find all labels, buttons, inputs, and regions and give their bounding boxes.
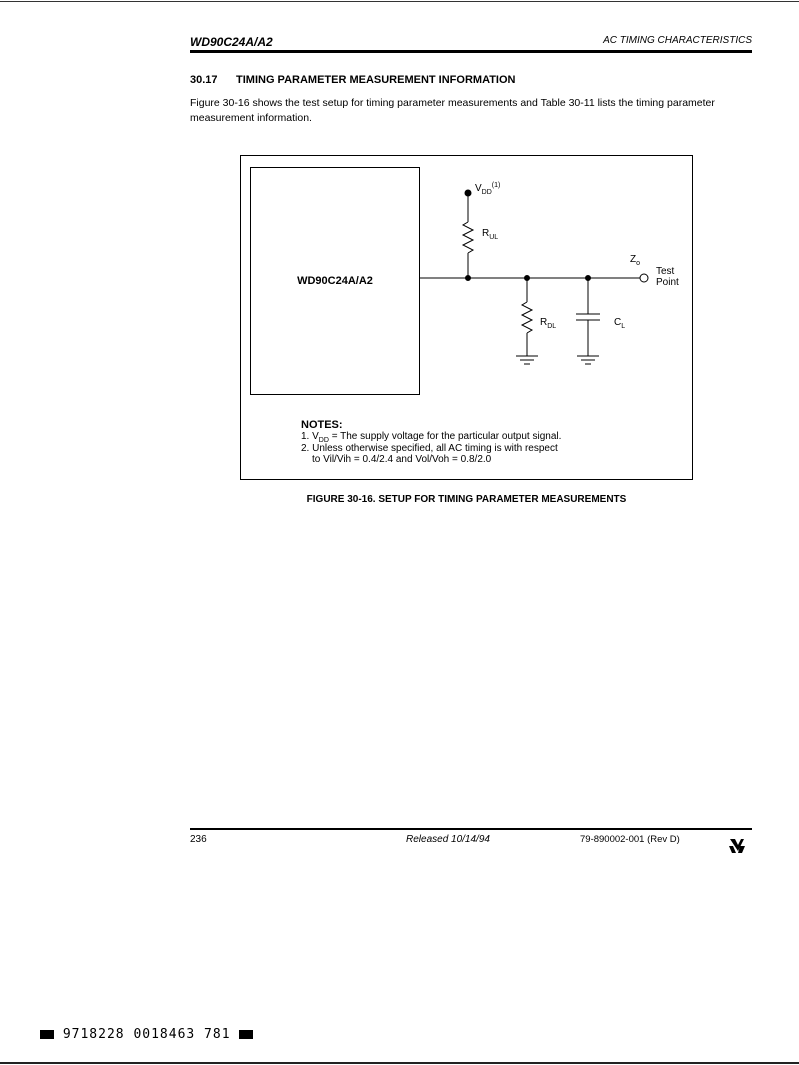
scan-barcode-row bbox=[40, 1027, 253, 1042]
cl-label: $C_L$ bbox=[614, 317, 626, 330]
notes-heading: NOTES: bbox=[301, 419, 343, 431]
rdl-label: $R_{DL}$ bbox=[540, 317, 557, 330]
header-chapter-title: AC TIMING CHARACTERISTICS bbox=[603, 35, 752, 46]
barcode-block-right bbox=[239, 1030, 253, 1039]
zo-label: $Z_o$ bbox=[630, 254, 641, 267]
page-number: 236 bbox=[190, 834, 207, 845]
release-date: Released 10/14/94 bbox=[406, 834, 490, 845]
resistor-rul bbox=[463, 222, 473, 253]
chip-label: WD90C24A/A2 bbox=[297, 275, 373, 287]
figure-caption: FIGURE 30-16. SETUP FOR TIMING PARAMETER MEASUREMENTS bbox=[306, 494, 627, 505]
wd-logo-icon bbox=[728, 836, 746, 854]
section-title: TIMING PARAMETER MEASUREMENT INFORMATION bbox=[236, 74, 516, 86]
rul-label: $R_{UL}$ bbox=[482, 228, 499, 241]
barcode-block-left bbox=[40, 1030, 54, 1039]
vdd-terminal bbox=[465, 190, 471, 196]
note-2-line-2: to Vil/Vih = 0.4/2.4 and Vol/Voh = 0.8/2.0 bbox=[312, 454, 492, 465]
resistor-rdl bbox=[522, 302, 532, 333]
section-paragraph: Figure 30-16 shows the test setup for timing parameter measurements and Table 30-11 lists the timing parameter measurement information. bbox=[190, 97, 715, 124]
document-number: 79-890002-001 (Rev D) bbox=[580, 834, 680, 845]
bottom-edge-rule bbox=[0, 1062, 799, 1064]
note-1: 1. $V_{DD}$ = The supply voltage for the particular output signal. bbox=[301, 431, 562, 444]
test-point-terminal bbox=[640, 274, 648, 282]
figure-notes bbox=[301, 420, 561, 465]
barcode-text: 9718228 0018463 781 bbox=[62, 1027, 231, 1042]
note-2-line-1: 2. Unless otherwise specified, all AC timing is with respect bbox=[301, 443, 558, 454]
vdd-label: $V_{DD}^{(1)}$ bbox=[475, 182, 501, 196]
section-number: 30.17 bbox=[190, 74, 218, 86]
footer-rule bbox=[190, 828, 752, 830]
test-point-label: Test Point bbox=[656, 266, 679, 288]
header-product-name: WD90C24A/A2 bbox=[190, 35, 273, 49]
